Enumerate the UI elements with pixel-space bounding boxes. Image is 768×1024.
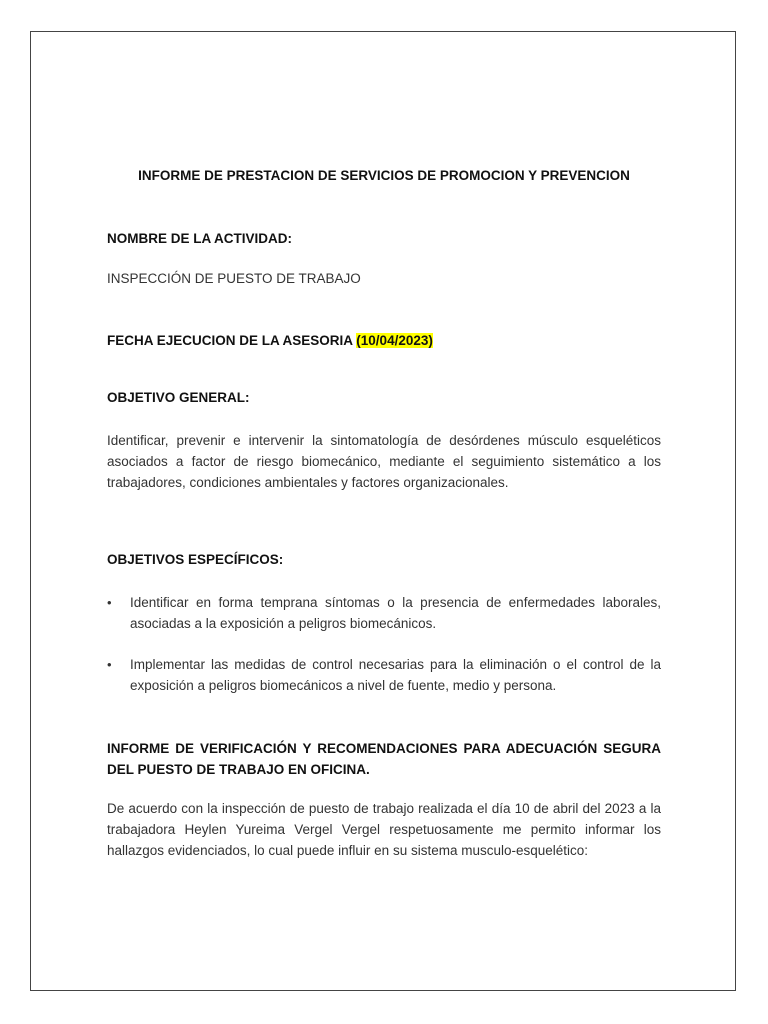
general-objective-heading: OBJETIVO GENERAL: xyxy=(107,390,250,405)
general-objective-text: Identificar, prevenir e intervenir la sintomatología de desórdenes músculo esqueléticos asociados a factor de riesgo biomecánico, mediante el seguimiento sistemático a los trabajadores, condiciones ambientales y factores organizacionales. xyxy=(107,433,661,490)
specific-objective-text: Identificar en forma temprana síntomas o la presencia de enfermedades laborales, asociadas a la exposición a peligros biomecánicos. xyxy=(130,595,661,631)
activity-heading: NOMBRE DE LA ACTIVIDAD: xyxy=(107,231,292,246)
document-page xyxy=(30,31,736,991)
date-value: (10/04/2023) xyxy=(356,333,433,348)
date-line xyxy=(107,333,433,348)
verification-text: De acuerdo con la inspección de puesto de trabajo realizada el día 10 de abril del 2023 a la trabajadora Heylen Yureima Vergel Vergel respetuosamente me permito informar los hallazgos evidenciados, lo cual puede influir en su sistema musculo-esquelético: xyxy=(107,801,661,858)
specific-objectives-heading: OBJETIVOS ESPECÍFICOS: xyxy=(107,552,284,567)
bullet-icon: • xyxy=(107,657,112,672)
verification-heading: INFORME DE VERIFICACIÓN Y RECOMENDACIONES PARA ADECUACIÓN SEGURA DEL PUESTO DE TRABAJO EN OFICINA. xyxy=(107,741,661,777)
bullet-icon: • xyxy=(107,595,112,610)
document-title: INFORME DE PRESTACION DE SERVICIOS DE PROMOCION Y PREVENCION xyxy=(138,168,630,183)
activity-name: INSPECCIÓN DE PUESTO DE TRABAJO xyxy=(107,271,361,286)
specific-objective-text: Implementar las medidas de control necesarias para la eliminación o el control de la exposición a peligros biomecánicos a nivel de fuente, medio y persona. xyxy=(130,657,661,693)
date-heading: FECHA EJECUCION DE LA ASESORIA xyxy=(107,333,353,348)
